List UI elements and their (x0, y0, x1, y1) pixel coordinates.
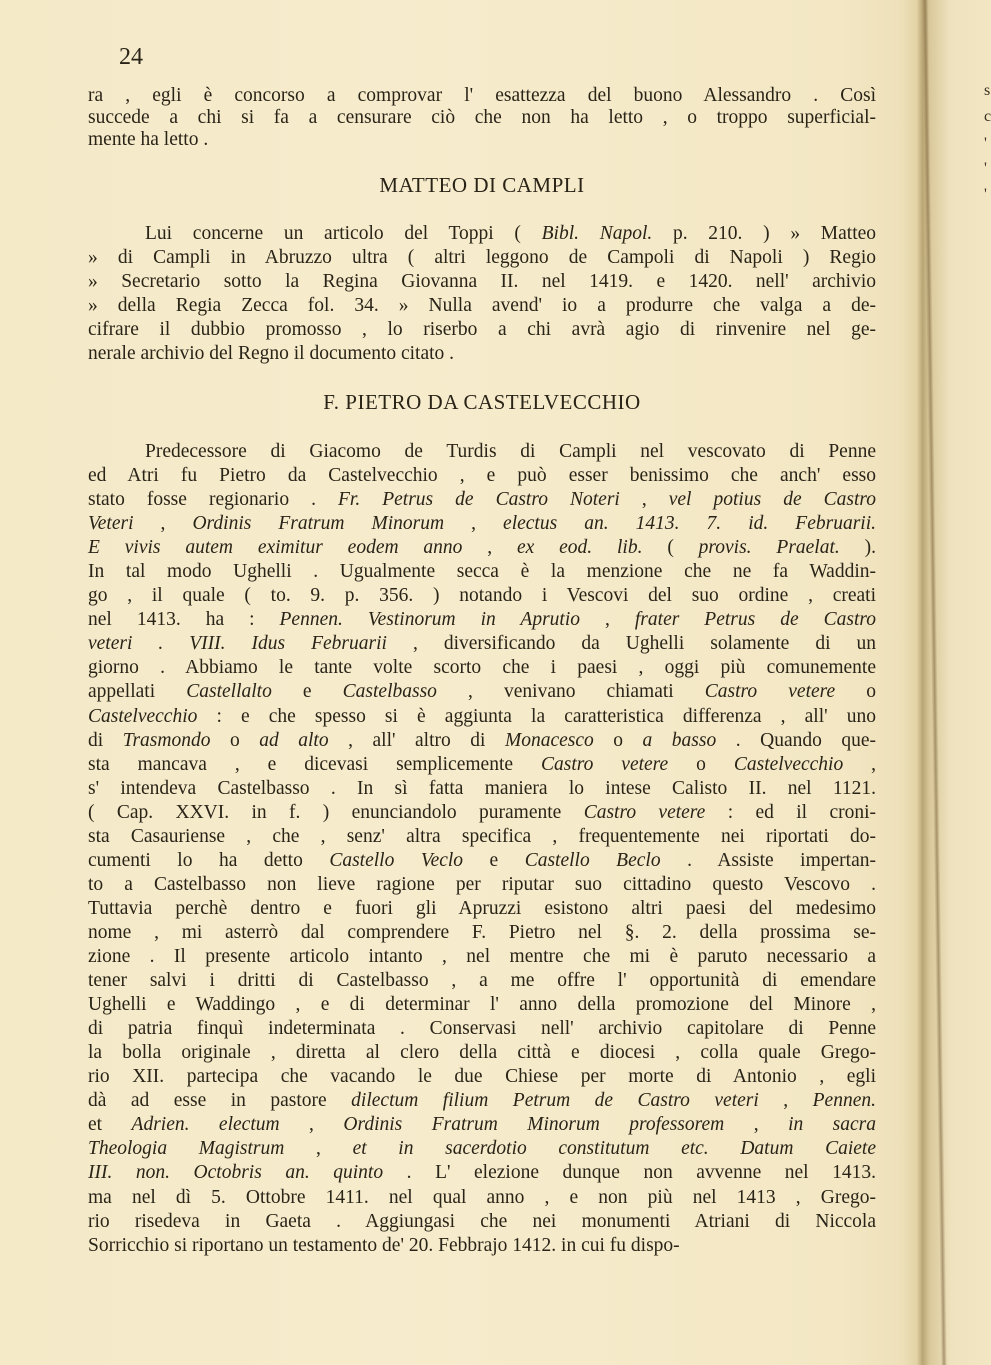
text-line (88, 1017, 876, 1041)
italic-text: E vivis autem eximitur eodem anno (88, 537, 463, 558)
text-run: rio XII. partecipa che vacando le due Chiese per morte di Antonio , egli (88, 1066, 876, 1087)
italic-text: ex eod. lib. (516, 537, 643, 558)
text-run: rio risedeva in Gaeta . Aggiungasi che nei monumenti Atriani di Niccola (88, 1211, 876, 1232)
text-line (88, 656, 876, 680)
text-run: sta mancava , e dicevasi semplicemente (88, 754, 541, 775)
text-line (88, 1161, 876, 1185)
text-run: appellati (88, 681, 187, 702)
text-run: In tal modo Ughelli . Ugualmente secca è la menzione che ne fa Waddin- (88, 561, 876, 582)
text-run: to a Castelbasso non lieve ragione per riputar suo cittadino questo Vescovo . (88, 874, 876, 895)
text-run: nome , mi asterrò dal comprendere F. Pietro nel §. 2. della prossima se- (88, 922, 876, 943)
text-run: ra , egli è concorso a comprovar l' esattezza del buono Alessandro . Così (88, 85, 876, 106)
text-run: , (462, 537, 517, 558)
text-line (88, 897, 876, 921)
page-number: 24 (119, 44, 143, 70)
text-run: : ed il croni- (705, 802, 877, 823)
text-run: cifrare il dubbio promosso , lo riserbo a chi avrà agio di rinvenire nel ge- (88, 319, 876, 340)
text-line (88, 921, 876, 945)
italic-text: Trasmondo (122, 730, 211, 751)
text-run: giorno . Abbiamo le tante volte scorto che i paesi , oggi più comunemente (88, 657, 876, 678)
text-run: e (271, 681, 343, 702)
text-run: , all' altro di (328, 730, 505, 751)
italic-text: Pennen. (812, 1090, 876, 1111)
text-line (88, 993, 876, 1017)
text-run: e (463, 850, 525, 871)
text-run: , (580, 609, 635, 630)
text-line (88, 246, 876, 270)
edge-char: ' (984, 135, 987, 152)
italic-text: electus an. 1413. 7. id. Februarii. (503, 513, 877, 534)
text-run: ed Atri fu Pietro da Castelvecchio , e può esser benissimo che anch' esso (88, 465, 876, 486)
edge-char: ' (984, 160, 987, 177)
text-line (88, 873, 876, 897)
text-run: sta Casauriense , che , senz' altra specifica , frequentemente nei riportati do- (88, 826, 876, 847)
text-run: . Quando que- (716, 730, 877, 751)
text-run: , (133, 513, 193, 534)
text-run: : e che spesso si è aggiunta la caratteristica differenza , all' uno (197, 706, 876, 727)
text-run: succede a chi si fa a censurare ciò che non ha letto , o troppo superficial- (88, 107, 876, 128)
text-run: ( (642, 537, 699, 558)
text-line (88, 342, 876, 366)
text-run: nel 1413. ha : (88, 609, 280, 630)
text-line (88, 128, 876, 152)
text-line (88, 729, 876, 753)
text-run: s' intendeva Castelbasso . In sì fatta maniera lo intese Calisto II. nel 1121. (88, 778, 876, 799)
italic-text: Castelvecchio (733, 754, 844, 775)
italic-text: Castro vetere (704, 681, 836, 702)
text-run: mente ha letto . (88, 129, 209, 150)
italic-text: in sacra (788, 1114, 877, 1135)
text-run: tener salvi i dritti di Castelbasso , a me offre l' opportunità di emendare (88, 970, 876, 991)
text-line (88, 705, 876, 729)
text-line (88, 801, 876, 825)
text-run: , diversificando da Ughelli solamente di un (386, 633, 876, 654)
italic-text: Castelvecchio (88, 706, 198, 727)
text-run: . L' elezione dunque non avvenne nel 1413. (383, 1162, 876, 1183)
text-line (88, 84, 876, 108)
text-line (88, 608, 876, 632)
text-run: ). (839, 537, 876, 558)
text-run: cumenti lo ha detto (88, 850, 330, 871)
text-line (88, 680, 876, 704)
text-run: Tuttavia perchè dentro e fuori gli Apruzzi esistono altri paesi del medesimo (88, 898, 876, 919)
text-line (88, 1234, 876, 1258)
italic-text: Monacesco (504, 730, 594, 751)
text-run: Predecessore di Giacomo de Turdis di Campli nel vescovato di Penne (145, 441, 876, 462)
text-run: stato fosse regionario . (88, 489, 338, 510)
text-run: » Secretario sotto la Regina Giovanna II. nel 1419. e 1420. nell' archivio (88, 271, 876, 292)
text-run: , (758, 1090, 813, 1111)
text-run: o (210, 730, 260, 751)
italic-text: Ordinis Fratrum Minorum (192, 513, 445, 534)
text-run: ma nel dì 5. Ottobre 1411. nel qual anno , e non più nel 1413 , Grego- (88, 1187, 876, 1208)
text-line (88, 1089, 876, 1113)
text-run: ( Cap. XXVI. in f. ) enunciandolo puramente (88, 802, 584, 823)
text-run: et (88, 1114, 132, 1135)
italic-text: provis. Praelat. (698, 537, 840, 558)
text-run: o (835, 681, 877, 702)
italic-text: a basso (642, 730, 717, 751)
text-line (145, 440, 876, 464)
text-line (88, 464, 876, 488)
italic-text: Castellalto (186, 681, 272, 702)
text-run: Ughelli e Waddingo , e di determinar l' anno della promozione del Minore , (88, 994, 876, 1015)
text-run: di (88, 730, 123, 751)
text-run: o (668, 754, 734, 775)
text-run: , (619, 489, 669, 510)
text-run: . Assiste impertan- (660, 850, 876, 871)
text-line (88, 1186, 876, 1210)
text-run: » della Regia Zecca fol. 34. » Nulla avend' io a produrre che valga a de- (88, 295, 876, 316)
edge-char: ' (984, 186, 987, 203)
text-line (88, 1210, 876, 1234)
text-run: Sorricchio si riportano un testamento de' 20. Febbrajo 1412. in cui fu dispo- (88, 1235, 680, 1256)
text-line (88, 777, 876, 801)
italic-text: Castelbasso (342, 681, 437, 702)
italic-text: veteri . VIII. Idus Februarii (88, 633, 387, 654)
italic-text: dilectum filium Petrum de Castro veteri (351, 1090, 759, 1111)
text-line (88, 106, 876, 130)
text-line (88, 1065, 876, 1089)
text-run: la bolla originale , diretta al clero della città e diocesi , colla quale Grego- (88, 1042, 876, 1063)
text-run: o (593, 730, 643, 751)
text-line (88, 753, 876, 777)
section-heading-matteo-di-campli: MATTEO DI CAMPLI (379, 173, 585, 197)
text-line (88, 294, 876, 318)
text-line (88, 318, 876, 342)
text-line (88, 849, 876, 873)
text-line (88, 1137, 876, 1161)
text-run: zione . Il presente articolo intanto , nel mentre che mi è paruto necessario a (88, 946, 876, 967)
italic-text: Pennen. Vestinorum in Aprutio (279, 609, 581, 630)
text-line (88, 1041, 876, 1065)
italic-text: Fr. Petrus de Castro Noteri (338, 489, 620, 510)
italic-text: Theologia Magistrum (88, 1138, 285, 1159)
italic-text: Castello Beclo (524, 850, 661, 871)
italic-text: III. non. Octobris an. quinto (88, 1162, 384, 1183)
text-line (88, 536, 876, 560)
italic-text: Ordinis Fratrum Minorum professorem (343, 1114, 725, 1135)
edge-char: s (984, 82, 991, 99)
text-run: go , il quale ( to. 9. p. 356. ) notando i Vescovi del suo ordine , creati (88, 585, 876, 606)
text-run: , (724, 1114, 789, 1135)
text-run: Lui concerne un articolo del Toppi ( (145, 223, 542, 244)
text-line (88, 270, 876, 294)
section-heading-pietro-da-castelvecchio: F. PIETRO DA CASTELVECCHIO (323, 390, 641, 414)
text-line (88, 969, 876, 993)
text-run: , (279, 1114, 344, 1135)
text-run: , (444, 513, 504, 534)
text-run: di patria finquì indeterminata . Conservasi nell' archivio capitolare di Penne (88, 1018, 876, 1039)
text-line (88, 825, 876, 849)
text-run: » di Campli in Abruzzo ultra ( altri leggono de Campoli di Napoli ) Regio (88, 247, 876, 268)
text-line (88, 512, 876, 536)
italic-text: Castro vetere (540, 754, 669, 775)
italic-text: frater Petrus de Castro (634, 609, 876, 630)
italic-text: ad alto (259, 730, 329, 751)
text-run: p. 210. ) » Matteo (652, 223, 877, 244)
italic-text: Castro vetere (583, 802, 706, 823)
text-run: , venivano chiamati (436, 681, 705, 702)
text-line (145, 222, 876, 246)
text-line (88, 632, 876, 656)
text-line (88, 560, 876, 584)
text-run: nerale archivio del Regno il documento citato . (88, 343, 455, 364)
italic-text: vel potius de Castro (668, 489, 876, 510)
italic-text: Castello Veclo (329, 850, 464, 871)
text-line (88, 945, 876, 969)
edge-char: c (984, 108, 991, 125)
text-run: , (284, 1138, 353, 1159)
text-line (88, 488, 876, 512)
text-run: , (843, 754, 877, 775)
text-run: dà ad esse in pastore (88, 1090, 352, 1111)
text-line (88, 1113, 876, 1137)
italic-text: Veteri (88, 513, 134, 534)
text-line (88, 584, 876, 608)
italic-text: et in sacerdotio constitutum etc. Datum Caiete (352, 1138, 876, 1159)
italic-text: Bibl. Napol. (541, 223, 653, 244)
italic-text: Adrien. electum (131, 1114, 280, 1135)
